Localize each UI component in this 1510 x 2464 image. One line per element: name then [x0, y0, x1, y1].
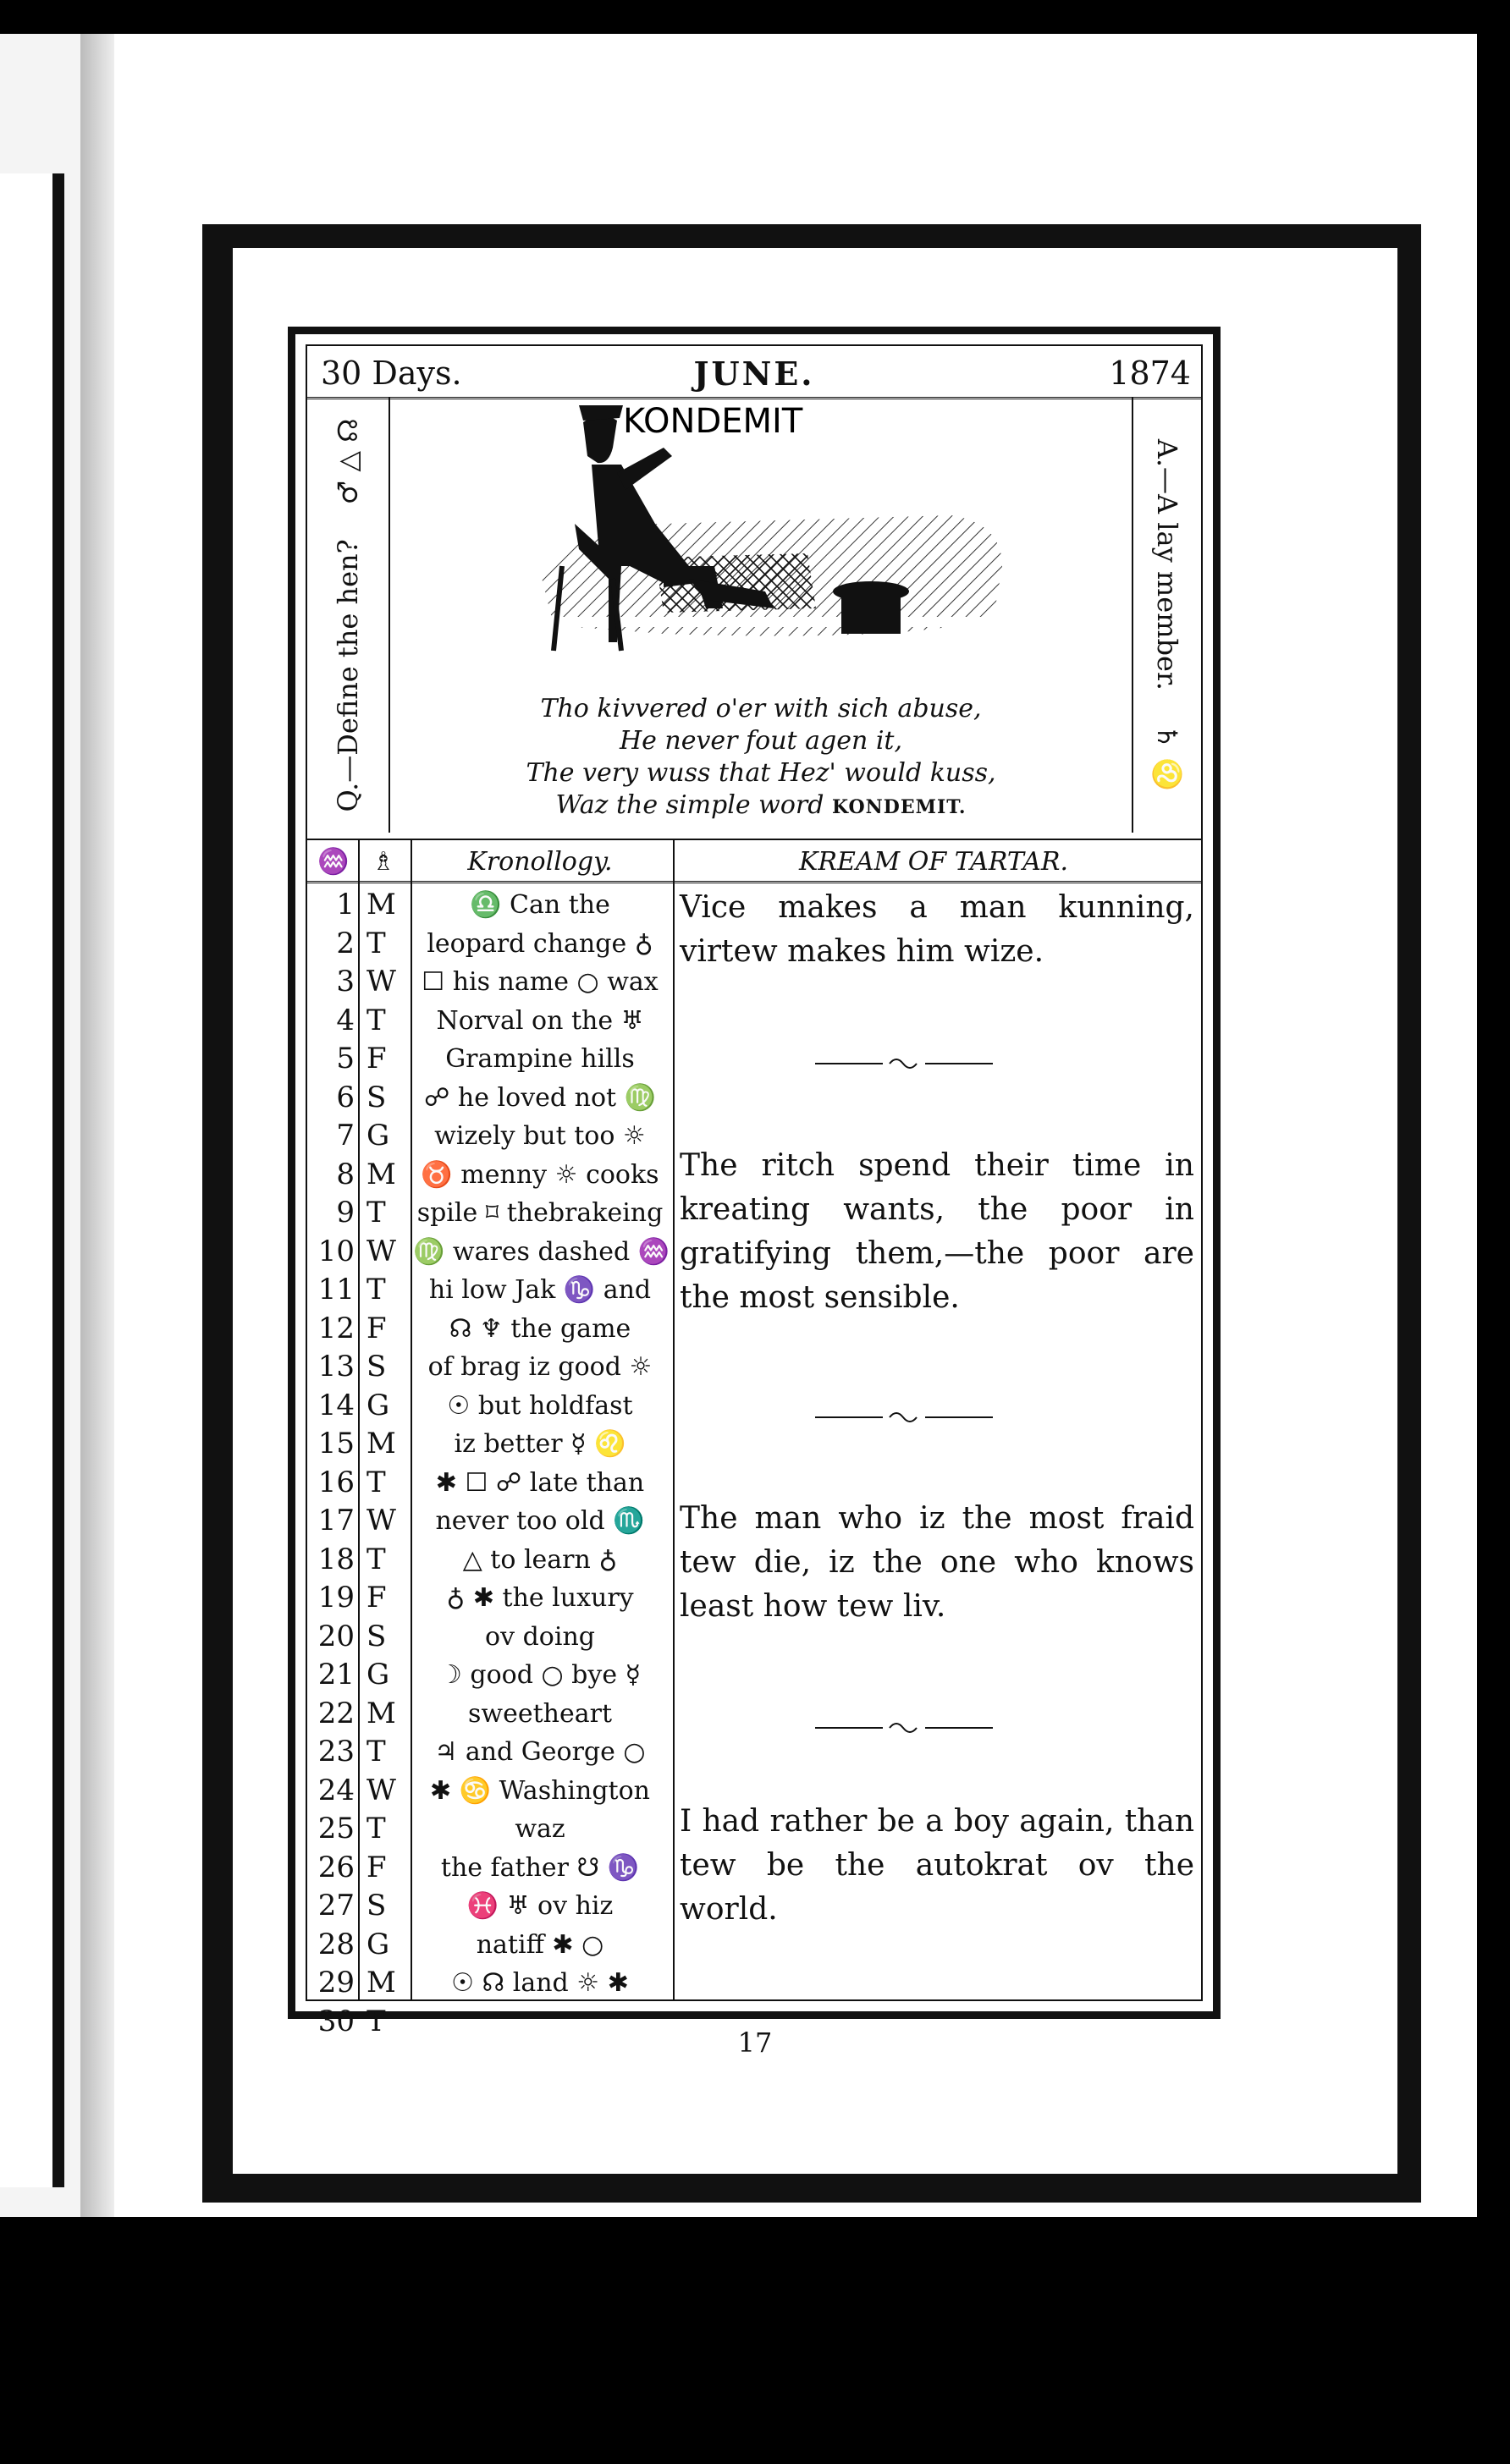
kronollogy-line: iz better ☿ ♌	[454, 1429, 626, 1459]
weekday-letter: T	[366, 2004, 386, 2038]
weekday-letter: G	[366, 1927, 390, 1961]
weekday-letter: S	[366, 1080, 387, 1114]
day-number: 14	[317, 1388, 355, 1422]
question-symbols: ♂ △ ☊	[332, 417, 364, 505]
weekday-letter: G	[366, 1388, 390, 1422]
table-header	[307, 839, 1201, 883]
weekday-letter: M	[366, 1157, 396, 1191]
day-number: 26	[317, 1850, 355, 1884]
day-row	[307, 1926, 409, 1965]
weekday-letter: W	[366, 1773, 396, 1807]
calendar-box	[288, 327, 1221, 2038]
book-gutter	[80, 34, 114, 2217]
day-row	[307, 1618, 409, 1657]
day-number: 30	[317, 2004, 355, 2038]
kronollogy-line: hi low Jak ♑ and	[428, 1275, 652, 1305]
day-number: 4	[336, 1003, 355, 1037]
day-number: 23	[317, 1735, 355, 1768]
day-row	[307, 1849, 409, 1888]
question-text: Q.—Define the hen? ♂ △ ☊	[332, 417, 364, 812]
ornament-divider	[815, 1055, 993, 1072]
day-row	[307, 1464, 409, 1503]
day-row	[307, 1733, 409, 1772]
weekday-letter: T	[366, 1003, 386, 1037]
kronollogy-line: ♍ wares dashed ♒	[413, 1236, 670, 1267]
day-number: 21	[317, 1658, 355, 1691]
answer-symbols: ♄ ♌	[1151, 724, 1183, 791]
kream-paragraph-1: Vice makes a man kunning, virtew makes him wize.	[680, 890, 1194, 969]
kronollogy-line: ♁ ✱ the luxury	[446, 1583, 634, 1613]
weekday-letter: M	[366, 888, 396, 921]
kronollogy-line: waz	[515, 1814, 565, 1844]
day-number: 10	[317, 1234, 355, 1268]
kronollogy-line: ✱ ☐ ☍ late than	[435, 1467, 645, 1498]
weekday-letter: M	[366, 1696, 396, 1730]
column-divider	[411, 839, 412, 1999]
weekday-letter: W	[366, 965, 396, 998]
answer-panel	[1132, 397, 1201, 833]
weekday-letter: M	[366, 1966, 396, 1999]
weekday-letter: G	[366, 1658, 390, 1691]
bishop-header: ♗	[372, 847, 395, 877]
kronollogy-line: ☊ ♆ the game	[449, 1313, 631, 1344]
day-row	[307, 1541, 409, 1580]
kronollogy-line: ☽ good ○ bye ☿	[438, 1660, 642, 1690]
facing-page-border	[0, 173, 64, 2187]
day-row	[307, 1194, 409, 1233]
day-row	[307, 1695, 409, 1734]
day-number: 20	[317, 1619, 355, 1653]
day-number: 8	[336, 1157, 355, 1191]
day-row	[307, 1810, 409, 1849]
verse	[389, 693, 1133, 823]
weekday-letter: G	[366, 1119, 390, 1152]
day-number: 3	[336, 965, 355, 998]
kronollogy-line: sweetheart	[468, 1698, 612, 1729]
day-row	[307, 1964, 409, 2003]
day-number: 24	[317, 1773, 355, 1807]
ornament-divider	[815, 1719, 993, 1736]
day-number: 27	[317, 1889, 355, 1922]
kream-paragraph-2: The ritch spend their time in kreating wants, the poor in gratifying them,—the poor are the most sensible.	[680, 1148, 1194, 1315]
day-number: 22	[317, 1696, 355, 1730]
day-number: 2	[336, 926, 355, 960]
day-number: 17	[317, 1504, 355, 1537]
facing-page	[0, 34, 80, 2217]
day-number: 1	[336, 888, 355, 921]
day-row	[307, 963, 409, 1002]
kondemit-illustration	[389, 397, 1133, 685]
kronollogy-line: leopard change ♁	[427, 928, 653, 959]
day-row	[307, 1117, 409, 1156]
day-number: 25	[317, 1812, 355, 1845]
kream-header: KREAM OF TARTAR.	[798, 847, 1069, 877]
kronollogy-column	[413, 886, 670, 2003]
weekday-letter: F	[366, 1042, 387, 1075]
day-row	[307, 1425, 409, 1464]
kronollogy-line: Grampine hills	[445, 1044, 635, 1074]
day-number: 13	[317, 1350, 355, 1383]
kronollogy-line: ☉ ☊ land ☼ ✱	[451, 1968, 629, 1998]
kronollogy-line: spile ⌑ thebrakeing	[416, 1198, 664, 1228]
illustration-panel	[389, 397, 1133, 833]
day-row	[307, 1579, 409, 1618]
kronollogy-line: the father ☋ ♑	[440, 1852, 640, 1883]
day-number: 29	[317, 1966, 355, 1999]
verse-line-3: The very wuss that Hez' would kuss,	[526, 758, 996, 788]
kronollogy-line: wizely but too ☼	[434, 1121, 646, 1151]
day-row	[307, 1887, 409, 1926]
verse-line-2: He never fout agen it,	[619, 726, 903, 756]
day-number: 5	[336, 1042, 355, 1075]
calendar-header	[307, 346, 1201, 399]
kronollogy-line: natiff ✱ ○	[476, 1929, 604, 1960]
kronollogy-line: ♎ Can the	[470, 890, 610, 920]
kronollogy-line: Norval on the ♅	[436, 1005, 644, 1036]
day-number: 18	[317, 1542, 355, 1576]
day-row	[307, 925, 409, 964]
kronollogy-line: ☉ but holdfast	[447, 1390, 633, 1421]
year: 1874	[1109, 355, 1191, 392]
calendar-inner	[306, 344, 1203, 2038]
kronollogy-line: ♓ ♅ ov hiz	[466, 1891, 614, 1921]
day-row	[307, 1002, 409, 1041]
weekday-letter: S	[366, 1619, 387, 1653]
day-number: 11	[317, 1273, 355, 1306]
day-number: 16	[317, 1465, 355, 1499]
weekday-letter: T	[366, 1812, 386, 1845]
day-row	[307, 1387, 409, 1426]
kronollogy-line: never too old ♏	[435, 1506, 645, 1536]
day-number: 19	[317, 1581, 355, 1614]
day-number: 28	[317, 1927, 355, 1961]
day-row	[307, 1656, 409, 1695]
weekday-letter: M	[366, 1427, 396, 1460]
kronollogy-line: ☍ he loved not ♍	[424, 1082, 656, 1113]
weekday-letter: S	[366, 1350, 387, 1383]
day-row	[307, 1040, 409, 1079]
days-column	[307, 886, 409, 2041]
kronollogy-line: ♃ and George ○	[434, 1737, 646, 1767]
day-row	[307, 1156, 409, 1195]
kronollogy-line: ☐ his name ○ wax	[422, 967, 659, 997]
day-row	[307, 886, 409, 925]
day-row	[307, 1271, 409, 1310]
day-number: 12	[317, 1311, 355, 1345]
kronollogy-line: △ to learn ♁	[462, 1544, 618, 1575]
day-number: 6	[336, 1080, 355, 1114]
kream-paragraph-4: I had rather be a boy again, than tew be the autokrat ov the world.	[680, 1804, 1194, 1927]
column-divider	[673, 839, 675, 1999]
ornament-divider	[815, 1409, 993, 1426]
question-panel	[307, 397, 390, 833]
verse-line-4: Waz the simple word KONDEMIT.	[555, 790, 967, 820]
day-row	[307, 1502, 409, 1541]
weekday-letter: T	[366, 1273, 386, 1306]
answer-text: A.—A lay member. ♄ ♌	[1151, 438, 1183, 791]
day-row	[307, 1079, 409, 1118]
day-row	[307, 1772, 409, 1811]
aquarius-header: ♒	[317, 847, 350, 877]
weekday-letter: T	[366, 1735, 386, 1768]
kronollogy-header: Kronollogy.	[467, 847, 613, 877]
weekday-letter: T	[366, 926, 386, 960]
weekday-letter: W	[366, 1504, 396, 1537]
kondemit-caption: KONDEMIT	[623, 402, 803, 441]
weekday-letter: F	[366, 1581, 387, 1614]
weekday-letter: F	[366, 1311, 387, 1345]
weekday-letter: S	[366, 1889, 387, 1922]
day-row	[307, 1233, 409, 1272]
day-number: 15	[317, 1427, 355, 1460]
weekday-letter: W	[366, 1234, 396, 1268]
day-row	[307, 1348, 409, 1387]
kronollogy-line: ♉ menny ☼ cooks	[421, 1159, 659, 1190]
kronollogy-line: of brag iz good ☼	[427, 1352, 653, 1382]
weekday-letter: T	[366, 1465, 386, 1499]
weekday-letter: T	[366, 1196, 386, 1229]
days-count: 30 Days.	[321, 355, 462, 392]
kronollogy-line: ov doing	[485, 1621, 595, 1652]
kream-paragraph-3: The man who iz the most fraid tew die, iz the one who knows least how tew liv.	[680, 1501, 1194, 1624]
weekday-letter: T	[366, 1542, 386, 1576]
month-title: JUNE.	[693, 355, 815, 393]
kronollogy-line: ✱ ♋ Washington	[430, 1775, 650, 1806]
verse-line-1: Tho kivvered o'er with sich abuse,	[540, 694, 982, 723]
day-number: 7	[336, 1119, 355, 1152]
page-number: 17	[737, 2027, 773, 2059]
day-number: 9	[336, 1196, 355, 1229]
day-row	[307, 1310, 409, 1349]
weekday-letter: F	[366, 1850, 387, 1884]
